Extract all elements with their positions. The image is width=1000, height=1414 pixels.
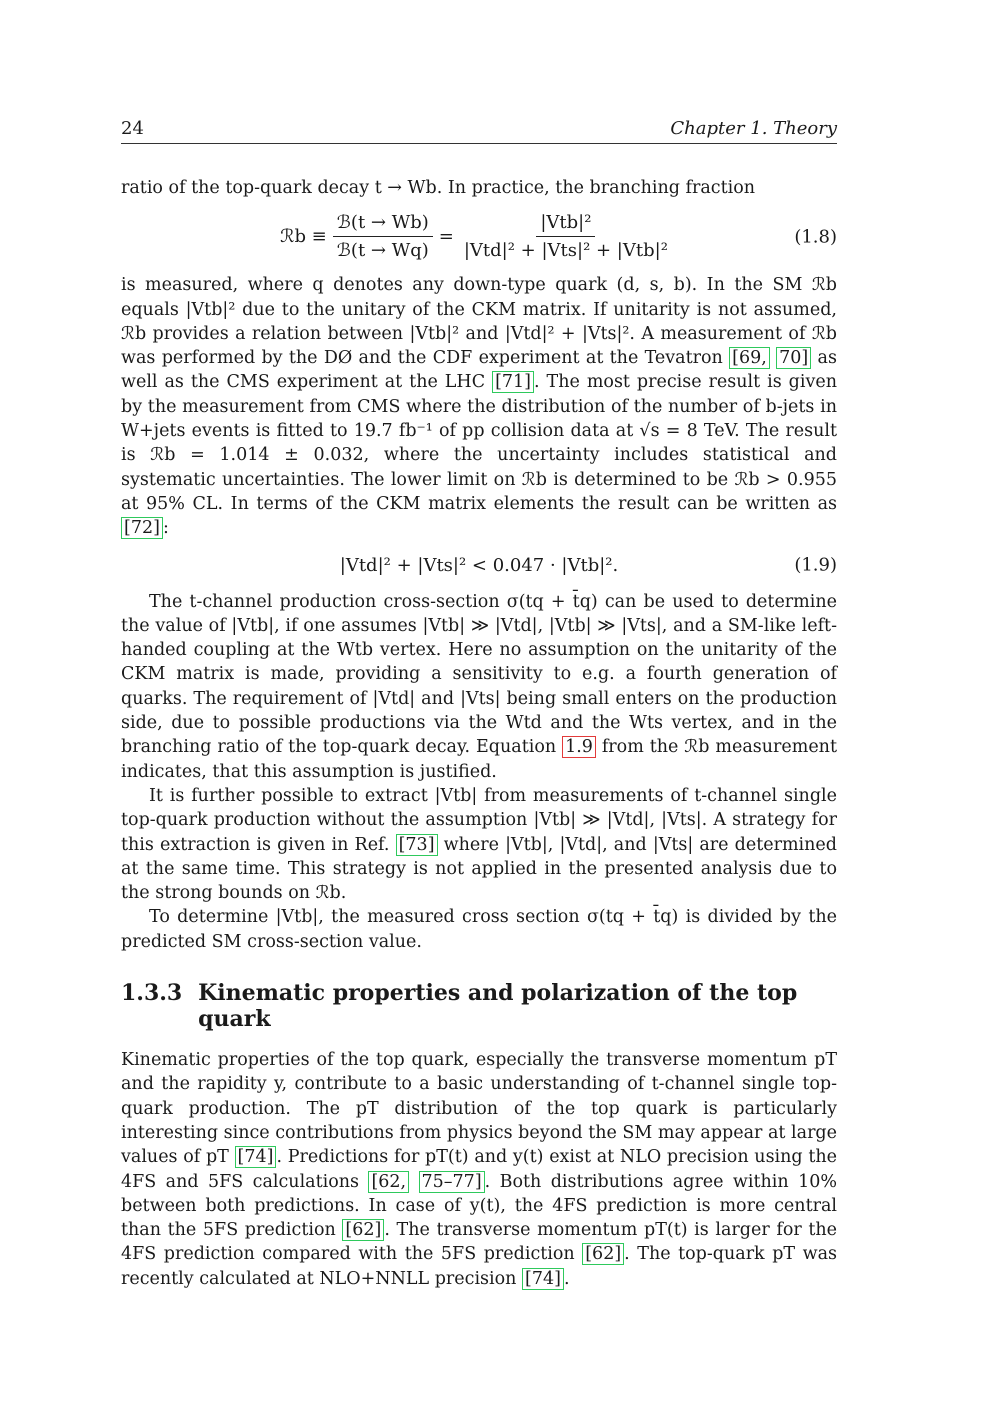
paragraph-5: To determine |Vtb|, the measured cross section σ(tq + t̄q) is divided by the predicted SM cross-section value. bbox=[121, 907, 837, 952]
p6-text-c: . Both distributions agree within 10% between both predictions. In case of y(t), the 4FS prediction is more central than the 5FS prediction bbox=[121, 1171, 837, 1241]
eq1-equals: = bbox=[438, 226, 454, 248]
equation-number: (1.9) bbox=[794, 554, 837, 576]
paragraph-1: ratio of the top-quark decay t → Wb. In practice, the branching fraction bbox=[121, 178, 755, 198]
citation-71[interactable]: [71] bbox=[492, 371, 534, 393]
citation-74[interactable]: [74] bbox=[522, 1268, 564, 1290]
eq1-lhs: ℛb ≡ bbox=[280, 226, 327, 248]
citation-70[interactable]: 70] bbox=[776, 347, 811, 369]
citation-69[interactable]: [69, bbox=[729, 347, 770, 369]
p2-text-a: is measured, where q denotes any down-type quark (d, s, b). In the SM ℛb equals |Vtb|² due to the unitary of the CKM matrix. If unitarity is not assumed, ℛb provides a relation between |Vtb|² and |Vtd|² + |Vts|². A measurement of ℛb was performed by the DØ and the CDF experiment at the Tevatron bbox=[121, 275, 837, 369]
citation-75-77[interactable]: 75–77] bbox=[419, 1171, 485, 1193]
citation-72[interactable]: [72] bbox=[121, 517, 163, 539]
paragraph-3 bbox=[121, 590, 837, 784]
eq1-fraction-2 bbox=[460, 212, 672, 261]
section-heading bbox=[121, 980, 837, 1032]
p2-text-b: as well as the CMS experiment at the LHC bbox=[121, 348, 837, 393]
p3-text-b: from the ℛb measurement indicates, that this assumption is justified. bbox=[121, 737, 837, 782]
section-title: Kinematic properties and polarization of the top quark bbox=[198, 980, 798, 1033]
eq1-frac2-numerator: |Vtb|² bbox=[536, 212, 595, 237]
equation-reference-1-9[interactable]: 1.9 bbox=[562, 736, 596, 758]
p6-text-b: . Predictions for pT(t) and y(t) exist at NLO precision using the 4FS and 5FS calculations bbox=[121, 1147, 837, 1192]
p6-text-e: . The top-quark pT was recently calculated at NLO+NNLL precision bbox=[121, 1244, 837, 1289]
page bbox=[121, 118, 837, 1291]
citation-62[interactable]: [62] bbox=[582, 1243, 624, 1265]
p2-text-d: : bbox=[162, 518, 169, 539]
p4-text-a: It is further possible to extract |Vtb| from measurements of t-channel single top-quark production without the assumption |Vtb| ≫ |Vtd|, |Vts|. A strategy for this extraction is given in Ref. bbox=[121, 785, 837, 855]
p6-text-a: Kinematic properties of the top quark, especially the transverse momentum pT and the rapidity y, contribute to a basic understanding of t-channel single top-quark production. The pT distribution of the top quark is particularly interesting since contributions from physics beyond the SM may appear at large values of pT bbox=[121, 1050, 837, 1168]
eq2-body: |Vtd|² + |Vts|² < 0.047 · |Vtb|². bbox=[339, 554, 619, 576]
running-header bbox=[121, 118, 837, 144]
citation-73[interactable]: [73] bbox=[396, 834, 438, 856]
eq1-frac2-denominator: |Vtd|² + |Vts|² + |Vtb|² bbox=[463, 240, 668, 262]
p3-text-a: The t-channel production cross-section σ(tq + t̄q) can be used to determine the value of |Vtb|, if one assumes |Vtb| ≫ |Vtd|, |Vtb| ≫ |Vts|, and a SM-like left-handed coupling at the Wtb vertex. Here no assumption on the unitarity of the CKM matrix is made, providing a sensitivity to e.g. a fourth generation of quarks. The requirement of |Vtd| and |Vts| being small enters on the production side, due to possible productions via the Wtd and the Wts vertex, and in the branching ratio of the top-quark decay. Equation bbox=[121, 591, 837, 758]
equation-1-8 bbox=[121, 212, 837, 261]
p6-text-d: . The transverse momentum pT(t) is larger for the 4FS prediction compared with the 5FS prediction bbox=[121, 1220, 837, 1265]
eq1-fraction-1 bbox=[333, 212, 433, 261]
equation-1-9 bbox=[121, 555, 837, 576]
equation-number: (1.8) bbox=[794, 226, 837, 248]
p4-text-b: where |Vtb|, |Vtd|, and |Vts| are determined at the same time. This strategy is not applied in the presented analysis due to the strong bounds on ℛb. bbox=[121, 834, 837, 904]
p6-text-f: . bbox=[563, 1268, 570, 1289]
eq1-frac1-denominator: ℬ(t → Wq) bbox=[336, 240, 429, 262]
paragraph-6 bbox=[121, 1048, 837, 1291]
citation-74[interactable]: [74] bbox=[235, 1146, 277, 1168]
chapter-title: Chapter 1. Theory bbox=[670, 118, 837, 139]
eq1-frac1-numerator: ℬ(t → Wb) bbox=[333, 212, 433, 237]
citation-62[interactable]: [62] bbox=[342, 1219, 384, 1241]
citation-62[interactable]: [62, bbox=[368, 1171, 409, 1193]
paragraph-2 bbox=[121, 273, 837, 540]
page-number: 24 bbox=[121, 118, 144, 139]
section-number: 1.3.3 bbox=[121, 980, 183, 1007]
p2-text-c: . The most precise result is given by the measurement from CMS where the distribution of the number of b-jets in W+jets events is fitted to 19.7 fb⁻¹ of pp collision data at √s = 8 TeV. The result is ℛb = 1.014 ± 0.032, where the uncertainty includes statistical and systematic uncertainties. The lower limit on ℛb is determined to be ℛb > 0.955 at 95% CL. In terms of the CKM matrix elements the result can be written as bbox=[121, 372, 837, 514]
paragraph-4 bbox=[121, 784, 837, 905]
